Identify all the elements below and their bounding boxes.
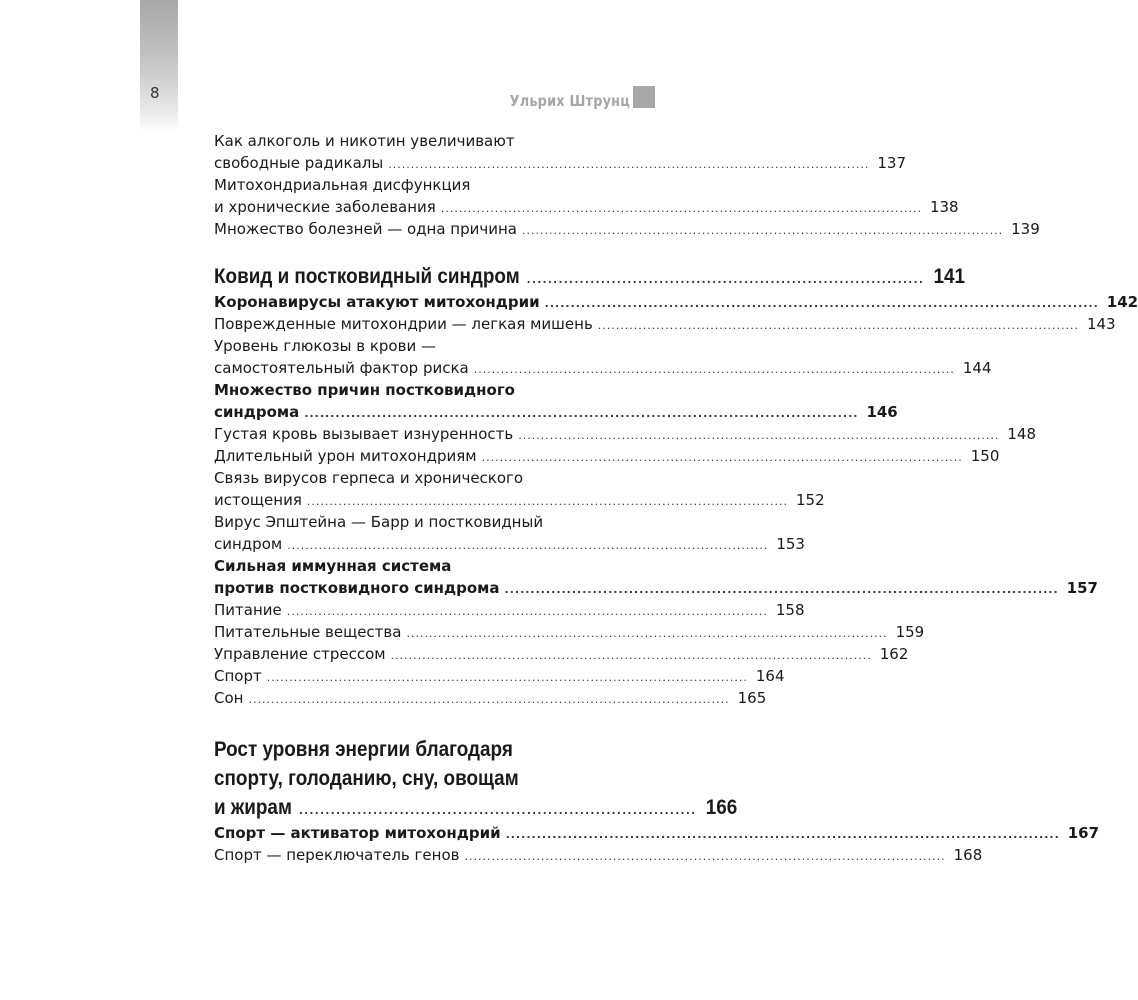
leader-dots: ........................................................................................................... bbox=[544, 297, 1099, 310]
toc-section-title-line: Рост уровня энергии благодаря bbox=[214, 738, 513, 761]
leader-dots: ........................................................................... bbox=[299, 801, 697, 817]
toc-page-number: 148 bbox=[1007, 425, 1037, 443]
toc-entry-title-line: Сильная иммунная система bbox=[214, 557, 452, 575]
toc-entry[interactable] bbox=[214, 844, 983, 866]
leader-dots: ........................................................................................................... bbox=[248, 693, 730, 706]
toc-entry-title-line: синдрома bbox=[214, 403, 300, 421]
leader-dots: ........................................................................................................... bbox=[504, 583, 1059, 596]
toc-page-number: 157 bbox=[1066, 579, 1098, 597]
toc-page-number: 165 bbox=[737, 689, 767, 707]
toc-entry-title-line: Спорт bbox=[214, 667, 262, 685]
leader-dots: ........................................................................................................... bbox=[388, 158, 870, 171]
toc-page-number: 139 bbox=[1011, 220, 1040, 238]
toc-entry-title-line: Спорт — активатор митохондрий bbox=[214, 824, 501, 842]
toc-entry-title-line: Вирус Эпштейна — Барр и постковидный bbox=[214, 513, 544, 531]
page-number: 8 bbox=[150, 84, 160, 102]
toc-entry-title-line: Длительный урон митохондриям bbox=[214, 447, 477, 465]
toc-entry[interactable] bbox=[214, 423, 1037, 445]
toc-entry[interactable] bbox=[214, 621, 925, 643]
toc-entry-title-line: Питание bbox=[214, 601, 282, 619]
toc-page-number: 167 bbox=[1067, 824, 1100, 842]
toc-entry[interactable] bbox=[214, 555, 1098, 599]
toc-entry[interactable] bbox=[214, 445, 1000, 467]
leader-dots: ........................................................................................................... bbox=[440, 202, 922, 215]
running-header-author: Ульрих Штрунц bbox=[509, 92, 630, 110]
toc-entry-title-line: Коронавирусы атакуют митохондрии bbox=[214, 293, 540, 311]
leader-dots: ........................................................................................................... bbox=[406, 627, 888, 640]
toc-entry[interactable] bbox=[214, 822, 1100, 844]
toc-entry-title-line: Густая кровь вызывает изнуренность bbox=[214, 425, 514, 443]
toc-entry[interactable] bbox=[214, 467, 825, 511]
table-of-contents bbox=[214, 130, 1138, 866]
leader-dots: ........................................................................................................... bbox=[286, 605, 768, 618]
leader-dots: ........................................................................................................... bbox=[505, 828, 1060, 841]
toc-page-number: 152 bbox=[796, 491, 825, 509]
toc-entry-title-line: свободные радикалы bbox=[214, 154, 384, 172]
toc-page-number: 146 bbox=[866, 403, 898, 421]
side-tab-decoration bbox=[140, 0, 178, 132]
toc-entry[interactable] bbox=[214, 599, 805, 621]
toc-page-number: 150 bbox=[970, 447, 1000, 465]
toc-page-number: 142 bbox=[1106, 293, 1138, 311]
toc-page-number: 159 bbox=[895, 623, 925, 641]
toc-section-title-line: и жирам bbox=[214, 796, 292, 819]
toc-entry-title-line: Митохондриальная дисфункция bbox=[214, 176, 471, 194]
toc-entry-title-line: синдром bbox=[214, 535, 283, 553]
toc-entry[interactable] bbox=[214, 174, 959, 218]
toc-entry[interactable] bbox=[214, 291, 1138, 313]
toc-entry-title-line: Спорт — переключатель генов bbox=[214, 846, 460, 864]
toc-entry-title-line: Как алкоголь и никотин увеличивают bbox=[214, 132, 515, 150]
toc-page-number: 138 bbox=[929, 198, 959, 216]
leader-dots: ........................................................................................................... bbox=[306, 495, 788, 508]
toc-entry[interactable] bbox=[214, 379, 898, 423]
toc-page-number: 143 bbox=[1086, 315, 1116, 333]
toc-entry[interactable] bbox=[214, 643, 909, 665]
toc-page-number: 162 bbox=[879, 645, 909, 663]
leader-dots: ........................................................................................................... bbox=[521, 224, 1004, 237]
toc-section-title-line: спорту, голоданию, сну, овощам bbox=[214, 767, 519, 790]
toc-page-number: 141 bbox=[933, 265, 966, 288]
toc-page-number: 158 bbox=[775, 601, 805, 619]
toc-entry[interactable] bbox=[214, 218, 1040, 240]
toc-entry-title-line: Питательные вещества bbox=[214, 623, 402, 641]
toc-entry[interactable] bbox=[214, 313, 1116, 335]
toc-entry-title-line: истощения bbox=[214, 491, 302, 509]
leader-dots: ........................................................................... bbox=[526, 270, 925, 286]
toc-page-number: 166 bbox=[705, 796, 738, 819]
toc-page-number: 144 bbox=[962, 359, 992, 377]
toc-entry-title-line: и хронические заболевания bbox=[214, 198, 436, 216]
toc-entry[interactable] bbox=[214, 130, 907, 174]
toc-entry[interactable] bbox=[214, 687, 767, 709]
toc-section-heading[interactable] bbox=[214, 262, 966, 291]
toc-page-number: 153 bbox=[776, 535, 805, 553]
toc-entry-title-line: против постковидного синдрома bbox=[214, 579, 500, 597]
leader-dots: ........................................................................................................... bbox=[597, 319, 1079, 332]
toc-entry-title-line: Уровень глюкозы в крови — bbox=[214, 337, 436, 355]
toc-page-number: 137 bbox=[877, 154, 907, 172]
leader-dots: ........................................................................................................... bbox=[481, 451, 963, 464]
toc-entry-title-line: Множество причин постковидного bbox=[214, 381, 515, 399]
leader-dots: ........................................................................................................... bbox=[304, 407, 859, 420]
leader-dots: ........................................................................................................... bbox=[287, 539, 769, 552]
toc-entry-title-line: Сон bbox=[214, 689, 244, 707]
toc-entry-title-line: самостоятельный фактор риска bbox=[214, 359, 469, 377]
leader-dots: ........................................................................................................... bbox=[390, 649, 872, 662]
toc-entry[interactable] bbox=[214, 665, 785, 687]
leader-dots: ........................................................................................................... bbox=[518, 429, 1000, 442]
toc-entry[interactable] bbox=[214, 511, 805, 555]
leader-dots: ........................................................................................................... bbox=[464, 850, 946, 863]
toc-entry-title-line: Управление стрессом bbox=[214, 645, 386, 663]
toc-section-heading[interactable] bbox=[214, 735, 738, 822]
leader-dots: ........................................................................................................... bbox=[473, 363, 955, 376]
header-square-decoration bbox=[633, 86, 655, 108]
toc-page-number: 168 bbox=[953, 846, 983, 864]
toc-entry-title-line: Связь вирусов герпеса и хронического bbox=[214, 469, 524, 487]
toc-page-number: 164 bbox=[755, 667, 785, 685]
leader-dots: ........................................................................................................... bbox=[266, 671, 748, 684]
toc-entry-title-line: Множество болезней — одна причина bbox=[214, 220, 517, 238]
toc-section-title-line: Ковид и постковидный синдром bbox=[214, 265, 520, 288]
toc-entry[interactable] bbox=[214, 335, 992, 379]
toc-entry-title-line: Поврежденные митохондрии — легкая мишень bbox=[214, 315, 593, 333]
